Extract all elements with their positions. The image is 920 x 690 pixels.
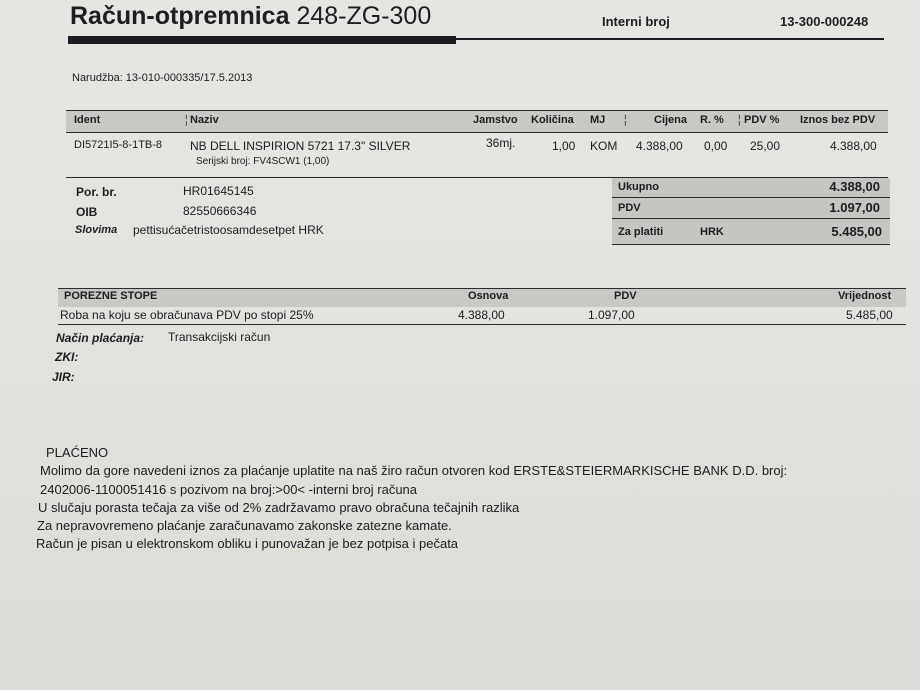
por-br-label: Por. br. [76,185,117,199]
tax-col-pdv: PDV [614,290,637,302]
document-title-word: Račun-otpremnica [70,2,290,30]
col-mj: MJ [590,114,606,126]
oib-label: OIB [76,205,98,219]
za-platiti-label: Za platiti [618,226,664,238]
row-naziv: NB DELL INSPIRION 5721 17.3" SILVER [190,139,411,153]
payment-method-label: Način plaćanja: [56,331,145,345]
row-iznos: 4.388,00 [830,139,877,153]
document-title [70,2,431,31]
currency-label: HRK [700,226,724,238]
col-jamstvo: Jamstvo [473,114,518,126]
row-kolicina: 1,00 [552,139,576,153]
row-mj: KOM [590,139,618,153]
internal-number-label: Interni broj [602,14,670,29]
title-underline-rule [456,38,884,40]
col-separator: ╎ [622,115,629,127]
za-platiti-value: 5.485,00 [831,224,882,239]
tax-row-pdv: 1.097,00 [588,308,635,322]
tax-col-osnova: Osnova [468,290,509,302]
zki-label: ZKI: [55,350,79,364]
tax-row-stope: Roba na koju se obračunava PDV po stopi 25% [60,308,314,322]
note-line: Račun je pisan u elektronskom obliku i punovažan je bez potpisa i pečata [36,536,459,551]
title-underline-bar [68,36,456,44]
pdv-label: PDV [618,202,641,214]
col-rabat: R. % [700,114,724,126]
tax-row-vrijednost: 5.485,00 [846,308,893,322]
tax-row-osnova: 4.388,00 [458,308,505,322]
totals-rule [612,244,890,245]
row-cijena: 4.388,00 [636,139,683,153]
col-ident: Ident [74,114,101,126]
tax-col-vrijednost: Vrijednost [838,290,892,302]
col-cijena: Cijena [654,114,688,126]
document-title-number: 248-ZG-300 [296,2,432,30]
ukupno-value: 4.388,00 [829,179,880,194]
note-line: Molimo da gore navedeni iznos za plaćanje uplatite na naš žiro račun otvoren kod ERSTE&STEIERMARKISCHE BANK D.D. broj: [40,463,788,478]
totals-rule [612,197,890,198]
order-reference: Narudžba: 13-010-000335/17.5.2013 [72,72,253,84]
col-separator: ╎ [736,115,743,127]
slovima-label: Slovima [75,224,118,236]
pdv-value: 1.097,00 [829,200,880,215]
row-jamstvo: 36mj. [486,136,516,150]
row-ident: DI5721I5-8-1TB-8 [74,139,163,151]
col-pdv: PDV % [744,114,780,126]
jir-label: JIR: [52,370,75,384]
col-kolicina: Količina [531,114,574,126]
note-line: U slučaju porasta tečaja za više od 2% zadržavamo pravo obračuna tečajnih razlika [38,500,520,515]
tax-col-stope: POREZNE STOPE [64,290,158,302]
col-naziv: Naziv [190,114,219,126]
note-line: 2402006-1100051416 s pozivom na broj:>00< -interni broj računa [40,482,418,497]
note-line: Za nepravovremeno plaćanje zaračunavamo zakonske zatezne kamate. [37,518,452,533]
oib-value: 82550666346 [183,204,257,218]
por-br-value: HR01645145 [183,184,254,198]
row-rabat: 0,00 [704,139,728,153]
paid-status: PLAĆENO [46,445,109,460]
col-iznos: Iznos bez PDV [800,114,876,126]
row-serial: Serijski broj: FV4SCW1 (1,00) [196,156,330,167]
totals-rule [612,218,890,219]
internal-number: 13-300-000248 [780,14,869,29]
slovima-value: pettisućačetristoosamdesetpet HRK [133,223,324,237]
ukupno-label: Ukupno [618,181,659,193]
payment-method-value: Transakcijski račun [168,330,271,344]
col-separator: ╎ [183,115,190,127]
row-pdv: 25,00 [750,139,781,153]
tax-table-bottom-rule [58,324,906,325]
